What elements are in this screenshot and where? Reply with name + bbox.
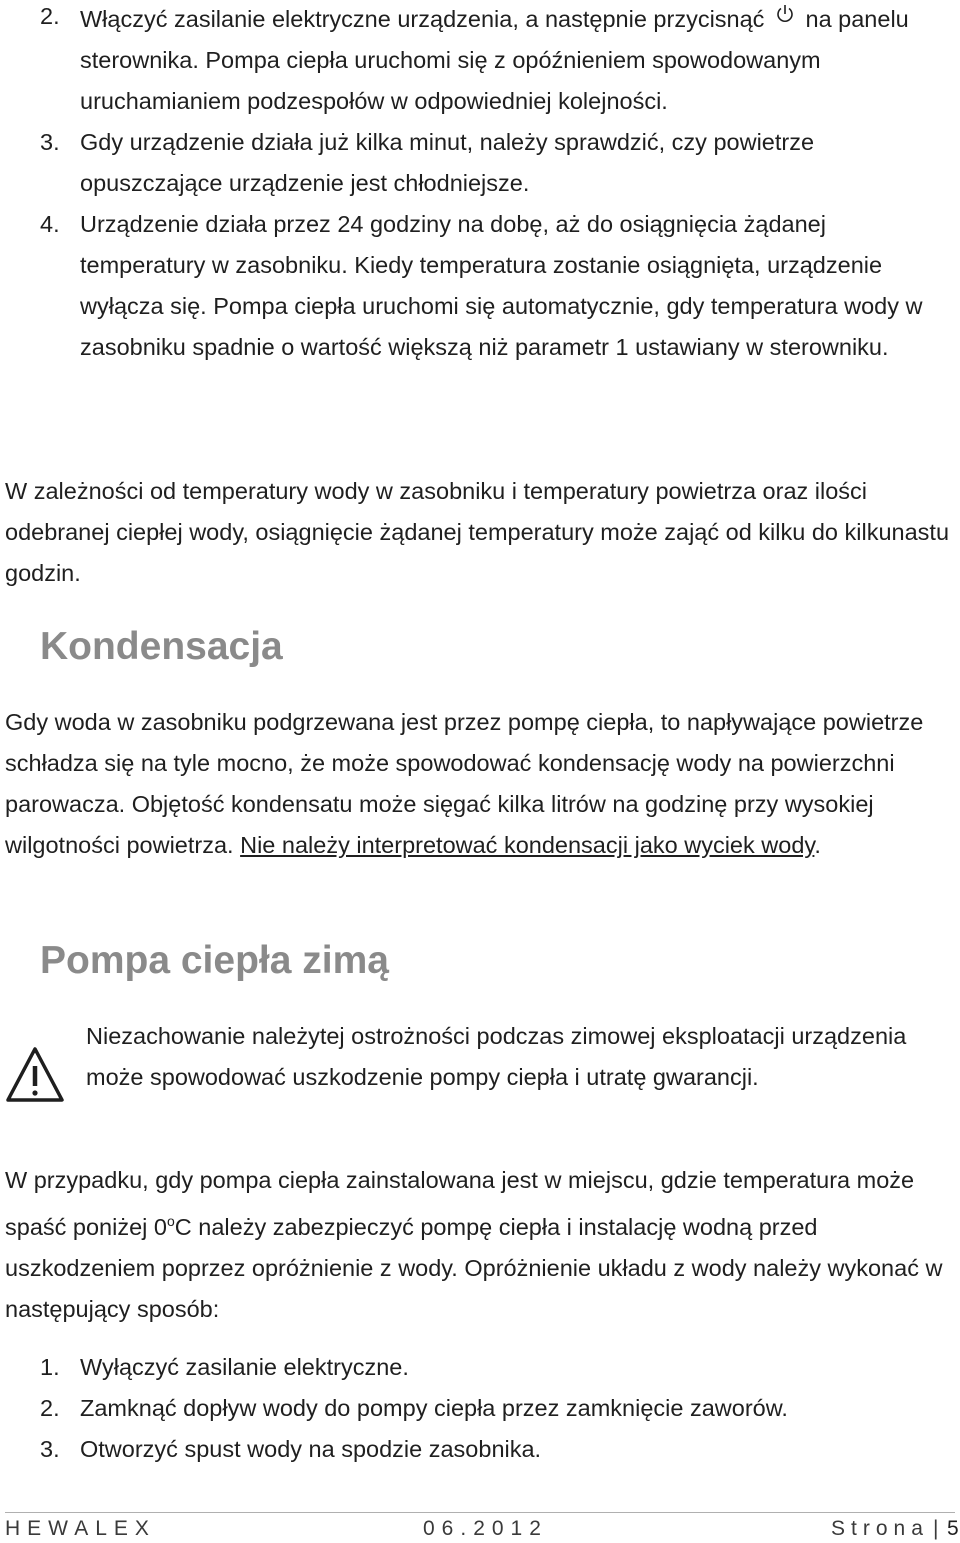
footer-page-label: Strona [831, 1517, 929, 1540]
page-footer [5, 1512, 959, 1541]
list-item [0, 122, 950, 204]
startup-steps-list [0, 0, 950, 368]
list-item-text: Włączyć zasilanie elektryczne urządzenia, a następnie przycisnąć [80, 6, 765, 32]
condensation-period: . [814, 832, 821, 858]
footer-separator: | [933, 1517, 939, 1540]
power-icon [775, 0, 795, 37]
list-item-text: Urządzenie działa przez 24 godziny na dobę, aż do osiągnięcia żądanej temperatury w zasobniku. Kiedy temperatura zostanie osiągnięta, urządzenie wyłącza się. Pompa ciepła uruchomi się automatycznie, gdy temperatura wody w zasobniku spadnie o wartość większą niż parametr 1 ustawiany w sterowniku. [80, 211, 923, 360]
list-item-text-continued: na panelu sterownika. Pompa ciepła uruchomi się z opóźnieniem spowodowanym uruchamianiem podzespołów w odpowiedniej kolejności. [80, 6, 909, 114]
heating-time-paragraph: W zależności od temperatury wody w zasobniku i temperatury powietrza oraz ilości odebranej ciepłej wody, osiągnięcie żądanej temperatury może zająć od kilku do kilkunastu godzin. [5, 478, 950, 586]
list-item-number: 1. [40, 1354, 60, 1380]
list-item [0, 0, 950, 122]
list-item-number: 2. [40, 1395, 60, 1421]
list-item-text: Gdy urządzenie działa już kilka minut, należy sprawdzić, czy powietrze opuszczające urządzenie jest chłodniejsze. [80, 129, 815, 196]
footer-brand: HEWALEX [5, 1517, 156, 1540]
list-item-text: Zamknąć dopływ wody do pompy ciepła przez zamknięcie zaworów. [80, 1395, 788, 1421]
condensation-warning-underlined: Nie należy interpretować kondensacji jako wyciek wody [240, 832, 815, 858]
winter-paragraph [5, 1160, 955, 1330]
condensation-text: Gdy woda w zasobniku podgrzewana jest przez pompę ciepła, to napływające powietrze schładza się na tyle mocno, że może spowodować kondensację wody na powierzchni parowacza. Objętość kondensatu może sięgać kilka litrów na godzinę przy wysokiej wilgotności powietrza. [5, 709, 924, 858]
winter-text-continued: C należy zabezpieczyć pompę ciepła i instalację wodną przed uszkodzeniem poprzez opróżnienie z wody. Opróżnienie układu z wody należy wykonać w następujący sposób: [5, 1213, 943, 1322]
list-item-text: Wyłączyć zasilanie elektryczne. [80, 1354, 409, 1380]
list-item [0, 1429, 950, 1470]
list-item [0, 204, 950, 368]
list-item [0, 1388, 950, 1429]
section-heading-condensation: Kondensacja [40, 625, 283, 668]
footer-date: 06.2012 [423, 1517, 548, 1540]
list-item [0, 1347, 950, 1388]
list-item-number: 3. [40, 1436, 60, 1462]
degree-superscript: o [167, 1213, 175, 1229]
list-item-number: 4. [40, 211, 60, 237]
winter-warning-text: Niezachowanie należytej ostrożności podczas zimowej eksploatacji urządzenia może spowodować uszkodzenie pompy ciepła i utratę gwarancji. [86, 1023, 907, 1090]
condensation-paragraph [5, 702, 955, 866]
drain-steps-list [0, 1347, 950, 1470]
list-item-text: Otworzyć spust wody na spodzie zasobnika. [80, 1436, 542, 1462]
winter-text: W przypadku, gdy pompa ciepła zainstalowana jest w miejscu, gdzie temperatura może spaść poniżej 0 [5, 1167, 915, 1240]
list-item-number: 2. [40, 3, 60, 29]
list-item-number: 3. [40, 129, 60, 155]
warning-triangle-icon [4, 1044, 66, 1106]
footer-page-number: 5 [947, 1517, 959, 1540]
section-heading-winter: Pompa ciepła zimą [40, 939, 389, 982]
